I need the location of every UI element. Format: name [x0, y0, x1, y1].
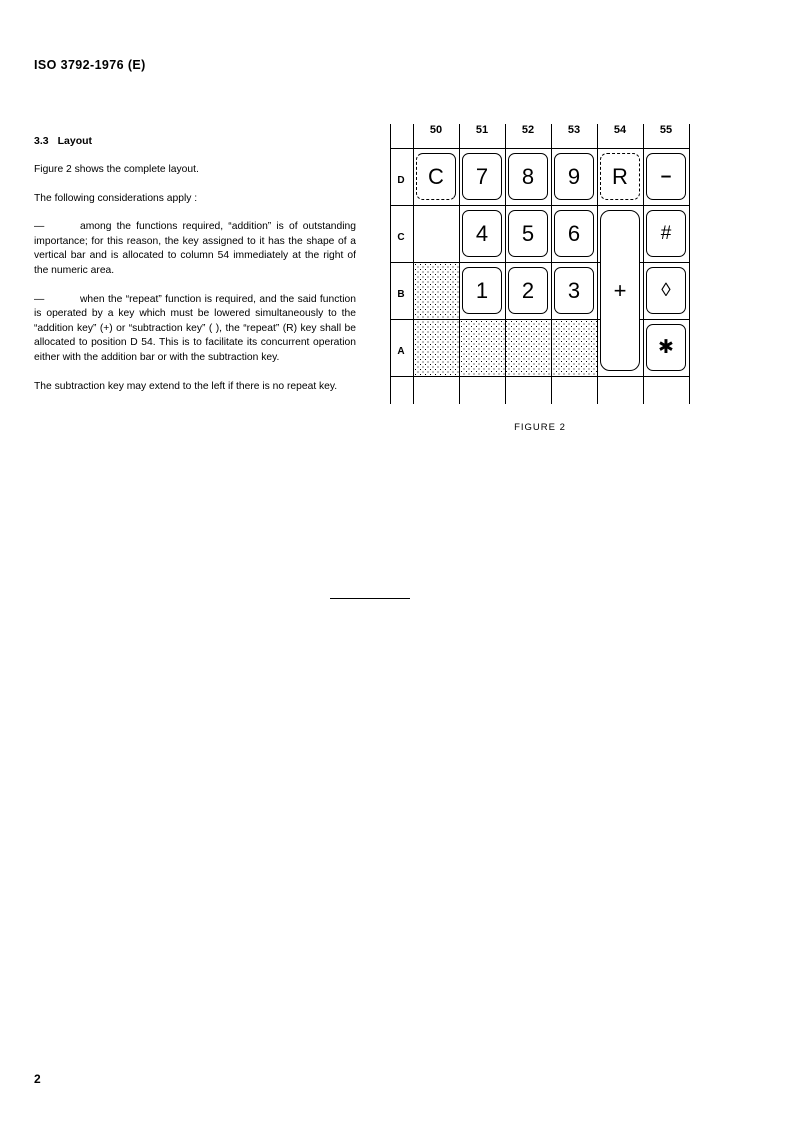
key-label: 4 [475, 220, 489, 246]
row-label-C: C [397, 232, 405, 243]
key-label: 1 [475, 277, 489, 303]
key-7[interactable] [462, 153, 502, 200]
grid-line-v-1 [413, 124, 414, 404]
key-label: 7 [475, 163, 489, 189]
key-label: 3 [567, 277, 581, 303]
dash-marker: — [34, 221, 45, 233]
section-number: 3.3 [34, 135, 49, 147]
section-intro: Figure 2 shows the complete layout. [34, 164, 199, 175]
text-column [34, 135, 356, 394]
grid-line-h-bottom [390, 376, 690, 377]
section-heading [34, 135, 356, 147]
grid-line-v-2 [459, 124, 460, 404]
grid-line-h-3 [390, 319, 690, 320]
closing-paragraph: The subtraction key may extend to the left if there is no repeat key. [34, 380, 338, 392]
dash-marker: — [34, 293, 45, 305]
section-title: Layout [57, 135, 93, 147]
key-repeat[interactable] [600, 153, 640, 200]
key-label: + [613, 277, 627, 303]
document-header: ISO 3792-1976 (E) [34, 58, 146, 72]
column-label-51: 51 [475, 124, 489, 136]
keyboard-layout-grid [390, 124, 690, 404]
row-label-A: A [397, 346, 405, 357]
key-6[interactable] [554, 210, 594, 257]
key-4[interactable] [462, 210, 502, 257]
bullet-text-1: among the functions required, “addition” is of outstanding importance; for this reason, the key assigned to it has the shape of a vertical bar and is allocated to column 54 immediately at the right of the numeric area. [34, 221, 356, 277]
grid-line-v-5 [597, 124, 598, 404]
considerations-lead: The following considerations apply : [34, 192, 198, 204]
figure-caption: FIGURE 2 [514, 422, 566, 433]
key-label: C [428, 163, 444, 189]
key-label: 5 [521, 220, 535, 246]
shaded-area-bottom [459, 319, 597, 376]
horizontal-rule [330, 598, 410, 599]
grid-line-h-1 [390, 205, 690, 206]
bullet-item-1 [34, 220, 356, 278]
bullet-item-2 [34, 293, 356, 366]
grid-line-v-6 [643, 124, 644, 404]
key-label: 2 [521, 277, 535, 303]
figure-2 [390, 124, 710, 433]
grid-line-v-0 [390, 124, 391, 404]
grid-line-h-top [390, 148, 690, 149]
column-label-53: 53 [567, 124, 581, 136]
key-label: ◊ [661, 280, 671, 301]
key-2[interactable] [508, 267, 548, 314]
key-label: – [660, 166, 672, 187]
key-1[interactable] [462, 267, 502, 314]
key-hash[interactable] [646, 210, 686, 257]
bullet-text-2: when the “repeat” function is required, and the said function is operated by a key which must be lowered simultaneously to the “addition key” (+) or “subtraction key” ( ), the “repeat” (R) key shall be allocated to position D 54. This is to facilitate its concurrent operation either with the addition bar or with the subtraction key. [34, 293, 356, 364]
row-label-B: B [397, 289, 405, 300]
key-clear[interactable] [416, 153, 456, 200]
grid-line-v-3 [505, 124, 506, 404]
grid-line-h-2 [390, 262, 690, 263]
key-label: 6 [567, 220, 581, 246]
key-asterisk[interactable] [646, 324, 686, 371]
key-subtraction[interactable] [646, 153, 686, 200]
page-number: 2 [34, 1072, 41, 1086]
key-label: ✱ [658, 337, 674, 358]
column-label-52: 52 [521, 124, 535, 136]
key-addition-bar[interactable] [600, 210, 640, 371]
key-5[interactable] [508, 210, 548, 257]
grid-line-v-7 [689, 124, 690, 404]
grid-line-v-4 [551, 124, 552, 404]
row-label-D: D [397, 175, 405, 186]
column-label-55: 55 [659, 124, 673, 136]
key-9[interactable] [554, 153, 594, 200]
key-3[interactable] [554, 267, 594, 314]
key-label: # [660, 223, 672, 244]
column-label-50: 50 [429, 124, 443, 136]
key-8[interactable] [508, 153, 548, 200]
key-label: 9 [567, 163, 581, 189]
key-label: 8 [521, 163, 535, 189]
column-label-54: 54 [613, 124, 627, 136]
key-diamond[interactable] [646, 267, 686, 314]
key-label: R [612, 163, 628, 189]
